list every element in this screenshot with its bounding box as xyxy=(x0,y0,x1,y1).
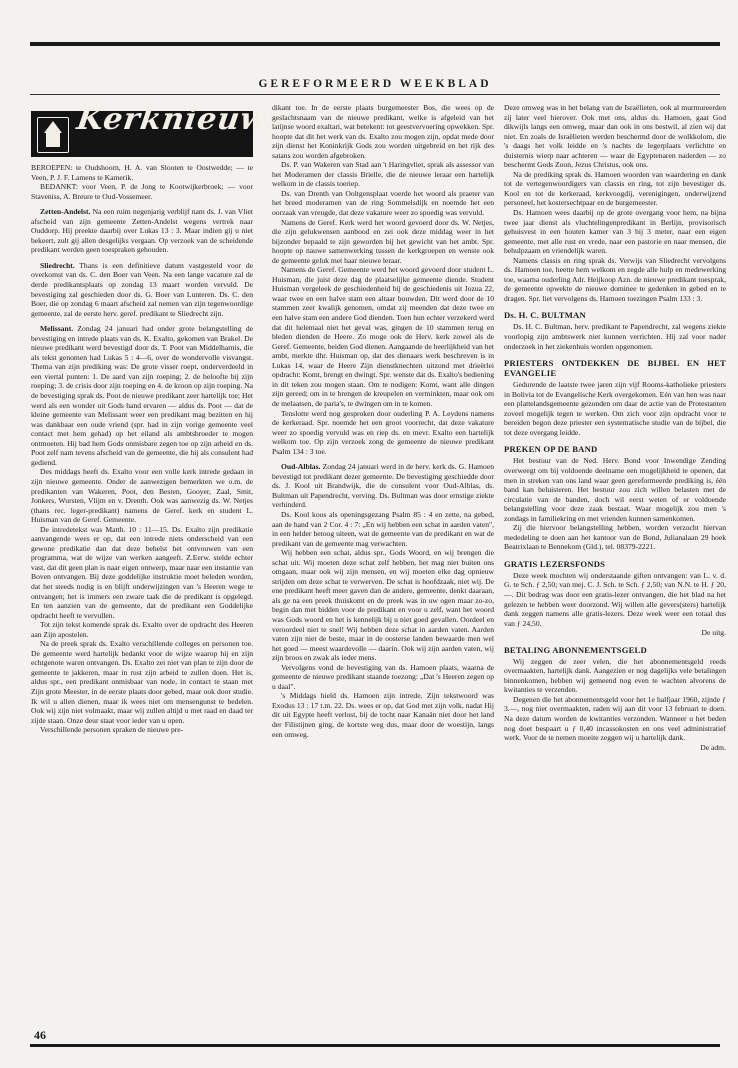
paragraph: Deze omweg was in het belang van de Israëlieten, ook al murmureerden zij later veel hierover. Ook met ons, aldus ds. Hamoen, gaat God dikwijls langs een omweg, maar dan ook in ons bestwil, al zien wij dat niet. En zoals de Israëlieten werden beschermd door de wolkkolom, die 's daags het volk leidde en 's nachts de legerplaats verlichtte en duisternis wierp naar achteren — waar de Egyptenaren naderden — zo beschermt Gods Zoon, Jezus Christus, ook ons. xyxy=(504,103,726,170)
paragraph: Ds. van Drenth van Ooltgensplaat voerde het woord als praeter van het breed moderamen van de ring Sommelsdijk en noemde het een oorzaak van vreugde, dat deze vakature weer zo spoedig was vervuld. xyxy=(272,188,494,218)
place-label: Sliedrecht. xyxy=(40,260,75,270)
heading-gratis: GRATIS LEZERSFONDS xyxy=(504,558,606,569)
column-2 xyxy=(272,103,494,739)
paragraph: Tenslotte werd nog gesproken door ouderling P. A. Leydens namens de kerkeraad. Spr. noemde het een groot voorrecht, dat deze vakature weer zo spoedig vervuld was en riep ds. en mevr. Exalto een hartelijk welkom toe. Op zijn verzoek zong de gemeente de nieuwe predikant Psalm 134 : 3 toe. xyxy=(272,408,494,456)
paragraph: De intredetekst was Matth. 10 : 11—15. Ds. Exalto zijn predikatie aanvangende wees er op, dat een intrede niets onderscheid van een gewone predikatie dan dat deze behelst het ontvouwen van een programma, wat de wijze van werken aangeeft. Z.Eerw. stelde echter vast, dat dit geen plan is naar eigen ontwerp, maar naar een instantie van Boven ontvangen. Bij deze goddelijke instruktie moet beleden worden, dat het steeds nodig is en blijft onderwijzingen van 's Heeren wege te ontvangen; het is immers een zware taak die de predikant is opgelegd. En ten aanzien van de gemeente, dat de predikant een Goddelijke opdracht heeft te vervullen. xyxy=(31,524,253,620)
paragraph: Wij zeggen de zeer velen, die het abonnementsgeld reeds overmaakten, hartelijk dank. Aangezien er nog dagelijks vele betalingen binnenkomen, hebben wij gemeend nog even te wachten alvorens de kwitanties te verzenden. xyxy=(504,656,726,695)
paragraph: Ds. H. C. Bultman, herv. predikant te Papendrecht, zal wegens ziekte voorlopig zijn ambtswerk niet kunnen verrichten. Hij zal voor nader onderzoek in het ziekenhuis worden opgenomen. xyxy=(504,322,726,351)
paragraph: Deze week mochten wij onderstaande giften ontvangen: van L. v. d. G. te Sch. ƒ 2,50; van mej. C. J. Sch. te Sch. ƒ 2,50; van N.N. te H. ƒ 20,—. Dit bedrag was door een gratis-lezer ontvangen, die het blad na het gelezen te hebben weer doorzond. Wij willen alle gevers(sters) hartelijk dank zeggen namens alle gratis-lezers. Deze week weer een totaal dus van ƒ 24,50. xyxy=(504,570,726,628)
article-zetten xyxy=(31,207,253,255)
heading-preken: PREKEN OP DE BAND xyxy=(504,444,598,455)
paragraph: Verschillende personen spraken de nieuwe pre- xyxy=(40,725,184,735)
paragraph: Ds. Hamoen wees daarbij op de grote overgang voor hem, na bijna twee jaar dienst als vluchtelingenpredikant in Berlijn, provisorisch gehuisvest in een houten kamer van 3 bij 3 meter, naar een eigen gemeente, met alle rust en vrede, naar een pastorie en naar mensen, die behulpzaam en vriendelijk waren. xyxy=(504,208,726,256)
place-label: Melissant. xyxy=(40,324,74,334)
article-sliedrecht xyxy=(31,261,253,318)
top-rule xyxy=(30,42,720,46)
paragraph: Zij die hiervoor belangstelling hebben, worden verzocht hiervan mededeling te doen aan het kantoor van de Bond, Julianalaan 29 hoek Beatrixlaan te Bennekom (Gld.), tel. 08379-2221. xyxy=(504,523,726,552)
heading-abonnement: BETALING ABONNEMENTSGELD xyxy=(504,644,647,655)
place-label: Zetten-Andelst. xyxy=(40,207,91,217)
paragraph: Na de prediking sprak ds. Hamoen woorden van waardering en dank tot de vertegenwoordigers van classis en ring, tot zijn bevestiger ds. Kool en tot de kerkeraad, kerkvoogdij, verenigingen, onderwijzend personeel, het kostersechtpaar en de burgemeester. xyxy=(504,169,726,208)
paragraph: Vervolgens vond de bevestiging van ds. Hamoen plaats, waarna de gemeente de nieuwe predikant staande toezong: „Dat 's Heeren zegen op u daal". xyxy=(272,662,494,691)
article-text: Thans is een definitieve datum vastgesteld voor de overkomst van ds. C. den Boer van Veen. Na een lange vacature zal de derde predikantsplaats op zondag 13 maart worden vervuld. De bevestiging zal geschieden door ds. G. Boer van Lunteren. Ds. C. den Boer, die op zondag 6 maart afscheid zal nemen van zijn tegenwoordige gemeente, zal de eerste herv. geref. predikant te Sliedrecht zijn. xyxy=(31,260,254,318)
article-text: Na een ruim negenjarig verblijf nam ds. J. van Vliet afscheid van zijn gemeente Zetten-Andelst wegens vertrek naar Ouddorp. Hij preekte daarbij over Lukas 13 : 3. Maar indien gij u niet bekeert, zult gij allen desgelijks vergaan. Op verzoek van de scheidende predikant werden geen toespraken gehouden. xyxy=(31,207,253,255)
announcement-bedankt: BEDANKT: voor Veen, P. de Jong te Kootwijkerbroek; — voor Staveniss, A. Breure te Oud-Vossemeer. xyxy=(31,182,253,201)
article-melissant xyxy=(31,324,253,467)
paragraph: Ds. P. van Wakeren van Stad aan 't Haringvliet, sprak als assessor van het Moderamen der classis Brielle, die de nieuwe leraar een hartelijk welkom in de classis toeriep. xyxy=(272,160,494,189)
heading-bultman: Ds. H. C. BULTMAN xyxy=(504,310,586,321)
paragraph: Na de preek sprak ds. Exalto verschillende colleges en personen toe. De gemeente werd hartelijk bedankt voor de wijze waarop hij en zijn echtgenote waren ontvangen. Ds. Exalto zei niet van plan te zijn door de gemeente te jakkeren, maar in rust zijn arbeid te zullen doen. Het is, aldus spr., een predikant onmisbaar van node, in contact te staan met Zijn grote Meester, in de eerste plaats door gebed, maar ook door studie. Ik wil u allen dienen, maar ik wees niet om mensengunst te bedelen. Ook wij zijn niet volmaakt, maar wij zullen altijd u met raad en daad ter zijde staan. Onze deur staat voor ieder van u open. xyxy=(31,639,253,725)
paragraph: Degenen die het abonnementsgeld voor het 1e halfjaar 1960, zijnde ƒ 3.—, nog niet overmaakten, raden wij aan dit voor 13 februari te doen. Na deze datum worden de kwitanties verzonden. Wanneer u het beden nog doet bespaart u ƒ 0,40 incassokosten en ons veel administratief werk. Voor de te nemen moeite zeggen wij u hartelijk dank. xyxy=(504,694,726,743)
section-title: Kerknieuws xyxy=(74,102,288,137)
announcement-beroepen: BEROEPEN: te Oudshoorn, H. A. van Slooten te Oostwedde; — te Veen, P. J. F. Lamens te Kamerik. xyxy=(31,163,253,182)
paragraph: Namens classis en ring sprak ds. Verwijs van Sliedrecht vervolgens ds. Hamoen toe, heette hem welkom en zegde alle hulp en medewerking toe, waarna ouderling Adr. Heijkoop Azn. de nieuwe predikant toesprak, de gemeente opwekte de nieuwe dominee te gedenken in gebed en te dragen. Spr. liet vervolgens ds. Hamoen toezingen Psalm 133 : 3. xyxy=(504,255,726,303)
paragraph: 's Middags hield ds. Hamoen zijn intrede. Zijn tekstwoord was Exodus 13 : 17 t.m. 22. Ds. wees er op, dat God met zijn volk, nadat Hij dit uit Egypte heeft verlost, bij de tocht naar Kanaän niet door het land der Filistijnen ging, de kortste weg dus, maar door de woestijn, langs een omweg. xyxy=(272,691,494,739)
church-icon xyxy=(37,117,69,153)
paragraph: Tot zijn tekst komende sprak ds. Exalto over de opdracht des Heeren aan Zijn apostelen. xyxy=(31,620,253,639)
heading-priesters: PRIESTERS ONTDEKKEN DE BIJBEL EN HET EVANGELIE xyxy=(504,358,726,379)
article-oudalblas xyxy=(272,462,494,510)
place-label: Oud-Alblas. xyxy=(281,462,321,472)
column-3 xyxy=(504,103,726,752)
paragraph: dikant toe. In de eerste plaats burgemeester Bos, die wees op de geslachtsnaam van de nieuwe predikant, welke is afgeleid van het latijnse woord exaltari, wat betekent: tot geestvervoering opwekken. Spr. hoopte dat dit het werk van ds. Exalto zou mogen zijn, opdat mede door zijn dienst het Koninkrijk Gods zou worden uitgebreid en het rijk des satans zou worden afgebroken. xyxy=(272,103,494,160)
paragraph: Ds. Kool koos als openingsgezang Psalm 85 : 4 en zette, na gebed, aan de hand van 2 Cor. 4 : 7: „En wij hebben een schat in aarden vaten", in een helder betoog uiteen, wat de gemeente van de predikant en wat de predikant van de gemeente mag verwachten. xyxy=(272,509,494,548)
paragraph: Namens de Geref. Gemeente werd het woord gevoerd door student L. Huisman, die juist deze dag de plaatselijke gemeente diende. Student Huisman vergeleek de geschiedenheid bij de geschiedenis uit Jozua 22, waar twee en een halve stam een altaar bouwden. Dit werd door de 10 stammen zeer kwalijk genomen, omdat zij meenden dat deze twee en een halve stam een andere God dienden. Toen hun echter verzekerd werd dat dit helemaal niet het geval was, gingen de 10 stammen terug en bleden dienden de Heere. Zo moge ook de Herv. kerk zowel als de Geref. Gemeente, beiden God dienen. Aangaande de heerlijkheid van het ambt, merkte dhr. Huisman op, dat des dienaars werk beschreven is in Lukas 14, waar de Heere Zijn dienstknechten uitzond met drieërlei opdracht: Komt, brengt en dwingt. Spr. wenste dat ds. Exalto's bediening in dit teken zou mogen staan. Om te nodigen: Komt, want alle dingen zijn gereed; om in te brengen de kreupelen en verminkten, maar ook om de melaatsen, de paria's, te dwingen om in te komen. xyxy=(272,265,494,408)
paragraph: Wij hebben een schat, aldus spr., Gods Woord, en wij brengen die schat uit. Wij moeten deze schat zelf hebben, het mag niet buiten ons omgaan, maar ook wij zijn mensen, en wij moeten elke dag opnieuw strijden om deze schat te verwerven. De schat is hoofdzaak, niet wij. De ene predikant heeft meer gaven dan de andere, gemeente, denkt daaraan, als ge na een preek thuiskomt en de preek was in uw ogen maar zo-zo, begin dan met bidden voor de predikant en voor u zelf, want het woord was Gods woord en het is kennelijk bij u niet goed gevallen. Oordeel en veroordeel niet te snel! Wij hebben deze schat in aarden vaten. Aarden vaten zijn niet de beste, maar in de oosterse landen bewaarde men wel het goed — meest waardevolle — daarin. Ook wij zijn aarden vaten, wij zijn broos en zwak als ieder mens. xyxy=(272,548,494,663)
article-text: Zondag 24 januari had onder grote belangstelling de bevestiging en intrede plaats van ds. K. Exalto, gekomen van Brakel. De nieuwe predikant werd bevestigd door ds. T. Poot van Middelharnis, die als tekst genomen had Lukas 5 : 4—6, over de wondervolle visvangst. Thema van zijn prediking was: De grote visser roept, onderverdeeld in een viertal punten: 1. De aard van zijn roeping; 2. de beloofte bij zijn roeping; 3. de crisis door zijn roeping en 4. de kroon op zijn roeping. Na de bevestiging sprak ds. Poot de nieuwe predikant zeer hartelijk toe; Het werd als een wonder uit Gods hand ervaren — aldus ds. Poot — dat de kleine gemeente van Melissant weer een predikant mag bezitten en hij was dankbaar een oude vriend (spr. had in zijn vorige gemeente veel contact met hem gehad) op het eiland als ambtsbroeder te mogen ontmoeten. Hij bad hem Gods onmisbare zegen toe op zijn arbeid en ds. Poot zelf nam tevens afscheid van de gemeente, die hij als consulent had gediend. xyxy=(31,324,253,467)
signature-adm: De adm. xyxy=(700,742,726,752)
publication-title: GEREFORMEERD WEEKBLAD xyxy=(258,78,492,90)
column-1 xyxy=(31,102,288,735)
article-text: Zondag 24 januari werd in de herv. kerk ds. G. Hamoen bevestigd tot predikant dezer gemeente. De bevestiging geschiedde door ds. J. Kool uit Brandwijk, die de consulent voor Oud-Alblas, ds. Bultman uit Papendrecht, verving. Ds. Bultman was door ernstige ziekte verhinderd. xyxy=(272,462,494,510)
paragraph: Gedurende de laatste twee jaren zijn vijf Rooms-katholieke priesters in Bolivia tot de Evangelische Kerk overgekomen. Eén van hen was naar een plattelandsgemeente gezonden om daar de actie van de Protestanten zoveel mogelijk tegen te werken. Om zich voor zijn opdracht voor te bereiden begon deze priester een systematische studie van de bijbel, die tot deze overgang leidde. xyxy=(504,380,726,437)
bottom-rule xyxy=(30,1044,720,1047)
paragraph: Namens de Geref. Kerk werd het woord gevoerd door ds. W. Netjes, die zijn gelukwensen aanbood en zei ook deze middag weer in het bijzonder bepaald te zijn geworden bij het gewicht van het ambt. Spr. hoopte op nauwe samenwerking tussen de kerkgroepen en wenste ook de gemeente geluk met haar nieuwe leraar. xyxy=(272,217,494,265)
masthead-rule xyxy=(30,94,720,95)
paragraph: Het bestuur van de Ned. Herv. Bond voor Inwendige Zending overweegt om bij voldoende deelname een mogelijkheid te openen, dat men in streken van ons land waar geen gereformeerde prediking is, één band kan beluisteren. Het bestuur zou zich willen belasten met de circulatie van de banden, doch wil eerst weten of er voldoende belangstelling voor deze zaak bestaat. Waar mogelijk zou men 's zondags in familiekring en met vrienden kunnen samenkomen. xyxy=(504,456,726,523)
page-number: 46 xyxy=(34,1028,46,1042)
signature-uitg: De uitg. xyxy=(701,628,726,638)
section-banner xyxy=(31,102,288,157)
paragraph: Des middags heeft ds. Exalto voor een volle kerk intrede gedaan in zijn nieuwe gemeente. Onder de aanwezigen bemerkten we o.m. de predikanten van Wakeren, Poot, den Besten, Gooyer, Zaal, Smit, Jonkers, Wursten, Vlijm en v. Drenth. Ook was aanwezig ds. W. Netjes (thans rec. leger-predikant) namens de Geref. kerk en student L. Huisman van de Geref. Gemeente. xyxy=(31,467,253,525)
